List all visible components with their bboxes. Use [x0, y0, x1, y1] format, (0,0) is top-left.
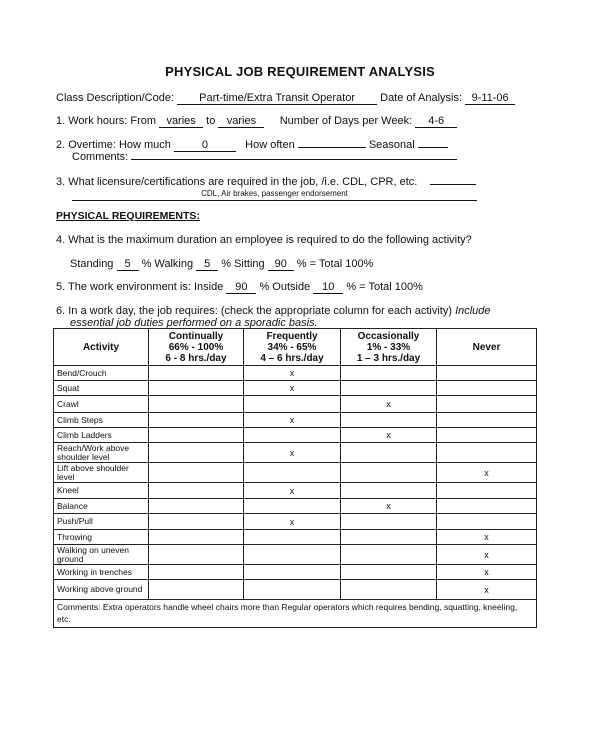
frequently-mark-cell: x — [244, 514, 341, 530]
activity-cell: Bend/Crouch — [54, 366, 149, 381]
table-row — [54, 483, 537, 499]
never-mark-cell — [437, 413, 537, 428]
occasionally-mark-cell — [341, 483, 437, 499]
activity-cell: Throwing — [54, 530, 149, 545]
duration-line — [70, 258, 373, 271]
work-hours-to-label: to — [206, 115, 216, 127]
comments-row — [54, 600, 537, 628]
table-comments: Comments: Extra operators handle wheel chairs more than Regular operators which requires bending, squatting, kneeling, etc. — [54, 600, 537, 628]
work-day-question-italic: Include — [455, 305, 491, 317]
table-row — [54, 428, 537, 443]
never-mark-cell — [437, 443, 537, 463]
class-description-value: Part-time/Extra Transit Operator — [177, 92, 377, 105]
never-mark-cell: x — [437, 580, 537, 600]
date-of-analysis-label: Date of Analysis: — [380, 92, 463, 104]
table-row — [54, 545, 537, 565]
duration-question: 4. What is the maximum duration an employee is required to do the following activity? — [56, 234, 472, 246]
walking-value: 5 — [196, 258, 218, 271]
frequently-mark-cell — [244, 580, 341, 600]
occasionally-mark-cell — [341, 443, 437, 463]
frequently-mark-cell: x — [244, 413, 341, 428]
work-hours-from: varies — [159, 115, 203, 128]
frequently-mark-cell — [244, 499, 341, 514]
overtime-seasonal-label: Seasonal — [368, 139, 415, 151]
physical-requirements-table — [53, 328, 537, 628]
frequently-mark-cell — [244, 463, 341, 483]
continually-mark-cell — [149, 463, 244, 483]
licensure-question: 3. What licensure/certifications are required in the job, /i.e. CDL, CPR, etc. — [56, 176, 418, 188]
occasionally-mark-cell — [341, 514, 437, 530]
frequently-mark-cell: x — [244, 443, 341, 463]
work-day-question — [56, 305, 491, 317]
work-day-question-text: 6. In a work day, the job requires: (check the appropriate column for each activity) — [56, 305, 452, 317]
standing-value: 5 — [117, 258, 139, 271]
work-day-question-italic-line2: essential job duties performed on a sporadic basis. — [70, 317, 318, 329]
occasionally-mark-cell — [341, 580, 437, 600]
continually-mark-cell — [149, 580, 244, 600]
overtime-label: 2. Overtime: How much — [56, 139, 171, 151]
never-mark-cell — [437, 499, 537, 514]
environment-total: % = Total 100% — [346, 281, 423, 293]
continually-mark-cell — [149, 396, 244, 413]
occasionally-mark-cell — [341, 413, 437, 428]
licensure-answer-line — [72, 188, 477, 201]
activity-cell: Lift above shoulder level — [54, 463, 149, 483]
table-row — [54, 443, 537, 463]
never-mark-cell: x — [437, 463, 537, 483]
sitting-label: % Sitting — [221, 258, 265, 270]
continually-mark-cell — [149, 499, 244, 514]
never-mark-cell: x — [437, 545, 537, 565]
frequently-mark-cell — [244, 428, 341, 443]
overtime-seasonal-blank — [418, 147, 448, 148]
continually-mark-cell — [149, 413, 244, 428]
work-hours-label: 1. Work hours: From — [56, 115, 157, 127]
occasionally-mark-cell — [341, 530, 437, 545]
occasionally-mark-cell — [341, 381, 437, 396]
never-mark-cell: x — [437, 565, 537, 580]
table-row — [54, 366, 537, 381]
environment-line — [56, 281, 423, 294]
activity-cell: Reach/Work above shoulder level — [54, 443, 149, 463]
continually-mark-cell — [149, 530, 244, 545]
overtime-how-much: 0 — [174, 139, 236, 152]
continually-mark-cell — [149, 483, 244, 499]
activity-cell: Climb Steps — [54, 413, 149, 428]
never-mark-cell: x — [437, 530, 537, 545]
days-per-week-value: 4-6 — [415, 115, 457, 128]
walking-label: % Walking — [141, 258, 194, 270]
activity-cell: Balance — [54, 499, 149, 514]
days-per-week-label: Number of Days per Week: — [279, 115, 413, 127]
document-title: PHYSICAL JOB REQUIREMENT ANALYSIS — [165, 64, 435, 79]
activity-cell: Climb Ladders — [54, 428, 149, 443]
environment-outside-label: % Outside — [259, 281, 311, 293]
overtime-how-often-label: How often — [245, 139, 295, 151]
date-of-analysis-value: 9-11-06 — [465, 92, 515, 105]
occasionally-mark-cell: x — [341, 396, 437, 413]
occasionally-mark-cell — [341, 463, 437, 483]
header-continually: Continually 66% - 100% 6 - 8 hrs./day — [149, 329, 244, 366]
activity-cell: Walking on uneven ground — [54, 545, 149, 565]
activity-cell: Working above ground — [54, 580, 149, 600]
frequently-mark-cell — [244, 396, 341, 413]
activity-cell: Working in trenches — [54, 565, 149, 580]
duration-total: % = Total 100% — [296, 258, 374, 270]
licensure-line — [56, 176, 476, 188]
never-mark-cell — [437, 381, 537, 396]
overtime-comments-label: Comments: — [72, 151, 129, 163]
continually-mark-cell — [149, 514, 244, 530]
activity-cell: Push/Pull — [54, 514, 149, 530]
continually-mark-cell — [149, 428, 244, 443]
work-hours-to: varies — [218, 115, 264, 128]
never-mark-cell — [437, 396, 537, 413]
licensure-blank — [430, 184, 476, 185]
physical-requirements-heading: PHYSICAL REQUIREMENTS: — [56, 210, 200, 222]
frequently-mark-cell: x — [244, 381, 341, 396]
occasionally-mark-cell — [341, 366, 437, 381]
work-hours-line — [56, 115, 457, 128]
continually-mark-cell — [149, 565, 244, 580]
header-occasionally: Occasionally 1% - 33% 1 – 3 hrs./day — [341, 329, 437, 366]
overtime-how-often-blank — [298, 147, 366, 148]
frequently-mark-cell — [244, 545, 341, 565]
never-mark-cell — [437, 366, 537, 381]
never-mark-cell — [437, 483, 537, 499]
table-row — [54, 514, 537, 530]
continually-mark-cell — [149, 443, 244, 463]
occasionally-mark-cell: x — [341, 428, 437, 443]
table-row — [54, 463, 537, 483]
never-mark-cell — [437, 514, 537, 530]
occasionally-mark-cell — [341, 545, 437, 565]
activity-cell: Squat — [54, 381, 149, 396]
environment-outside: 10 — [313, 281, 343, 294]
table-row — [54, 530, 537, 545]
occasionally-mark-cell: x — [341, 499, 437, 514]
continually-mark-cell — [149, 381, 244, 396]
class-description-label: Class Description/Code: — [56, 92, 174, 104]
overtime-comments-blank — [131, 159, 457, 160]
frequently-mark-cell — [244, 530, 341, 545]
class-description-line — [56, 92, 515, 105]
table-row — [54, 413, 537, 428]
licensure-answer: CDL, Air brakes, passenger endorsement — [72, 188, 477, 201]
header-frequently: Frequently 34% - 65% 4 – 6 hrs./day — [244, 329, 341, 366]
activity-cell: Crawl — [54, 396, 149, 413]
frequently-mark-cell: x — [244, 483, 341, 499]
continually-mark-cell — [149, 545, 244, 565]
header-never: Never — [437, 329, 537, 366]
table-row — [54, 396, 537, 413]
frequently-mark-cell: x — [244, 366, 341, 381]
table-row — [54, 580, 537, 600]
frequently-mark-cell — [244, 565, 341, 580]
overtime-comments-line — [72, 151, 457, 163]
environment-inside: 90 — [226, 281, 256, 294]
occasionally-mark-cell — [341, 565, 437, 580]
continually-mark-cell — [149, 366, 244, 381]
environment-label: 5. The work environment is: Inside — [56, 281, 224, 293]
table-row — [54, 381, 537, 396]
table-row — [54, 499, 537, 514]
table-row — [54, 565, 537, 580]
header-activity: Activity — [54, 329, 149, 366]
sitting-value: 90 — [268, 258, 294, 271]
activity-cell: Kneel — [54, 483, 149, 499]
table-body — [54, 366, 537, 628]
standing-label: Standing — [70, 258, 114, 270]
table-header-row — [54, 329, 537, 366]
never-mark-cell — [437, 428, 537, 443]
